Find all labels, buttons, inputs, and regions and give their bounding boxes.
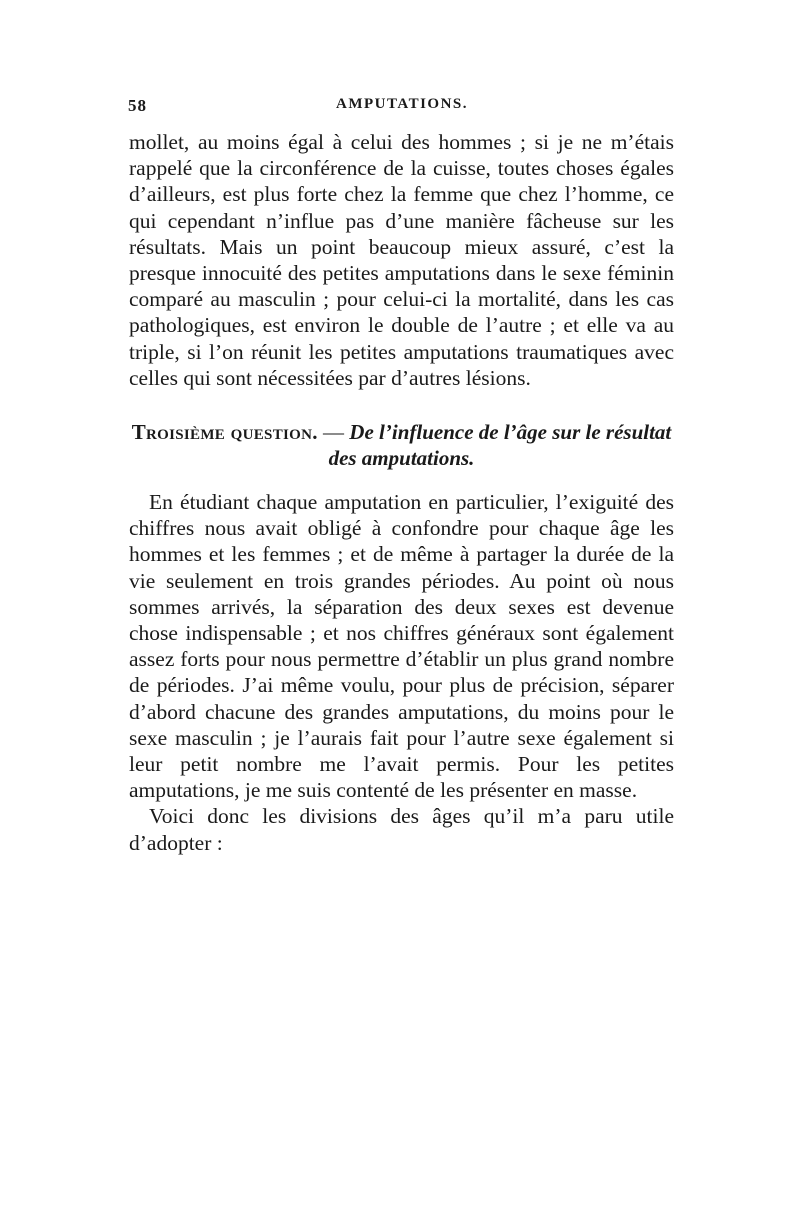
page-number: 58 (128, 96, 147, 115)
running-header (128, 96, 676, 124)
section-heading (129, 419, 674, 471)
body-text-top (129, 129, 674, 391)
body-text-bottom (129, 489, 674, 856)
paragraph: Voici donc les divisions des âges qu’il m’a paru utile d’adopter : (129, 804, 674, 855)
section-dash: — (317, 420, 350, 444)
section-title: De l’influence de l’âge sur le résultat des amputations. (328, 420, 672, 470)
paragraph-continued: mollet, au moins égal à celui des hommes ; si je ne m’étais rappelé que la circonférence de la cuisse, toutes choses égales d’ailleurs, est plus forte chez la femme que chez l’homme, ce qui cependant n’influe pas d’une manière fâcheuse sur les résultats. Mais un point beaucoup mieux assuré, c’est la presque innocuité des petites amputations dans le sexe féminin comparé au masculin ; pour celui-ci la mortalité, dans les cas pathologiques, est environ le double de l’autre ; et elle va au triple, si l’on réunit les petites amputations traumatiques avec celles qui sont nécessitées par d’autres lésions. (129, 130, 674, 390)
section-label: Troisième question. (131, 420, 318, 444)
paragraph: En étudiant chaque amputation en particulier, l’exiguité des chiffres nous avait obligé à confondre pour chaque âge les hommes et les femmes ; et de même à partager la durée de la vie seulement en trois grandes périodes. Au point où nous sommes arrivés, la séparation des deux sexes est devenue chose indispensable ; et nos chiffres généraux sont également assez forts pour nous permettre d’établir un plus grand nombre de périodes. J’ai même voulu, pour plus de précision, séparer d’abord chacune des grandes amputations, du moins pour le sexe masculin ; je l’aurais fait pour l’autre sexe également si leur petit nombre me l’avait permis. Pour les petites amputations, je me suis contenté de les présenter en masse. (129, 490, 674, 803)
running-title: AMPUTATIONS. (335, 96, 469, 112)
